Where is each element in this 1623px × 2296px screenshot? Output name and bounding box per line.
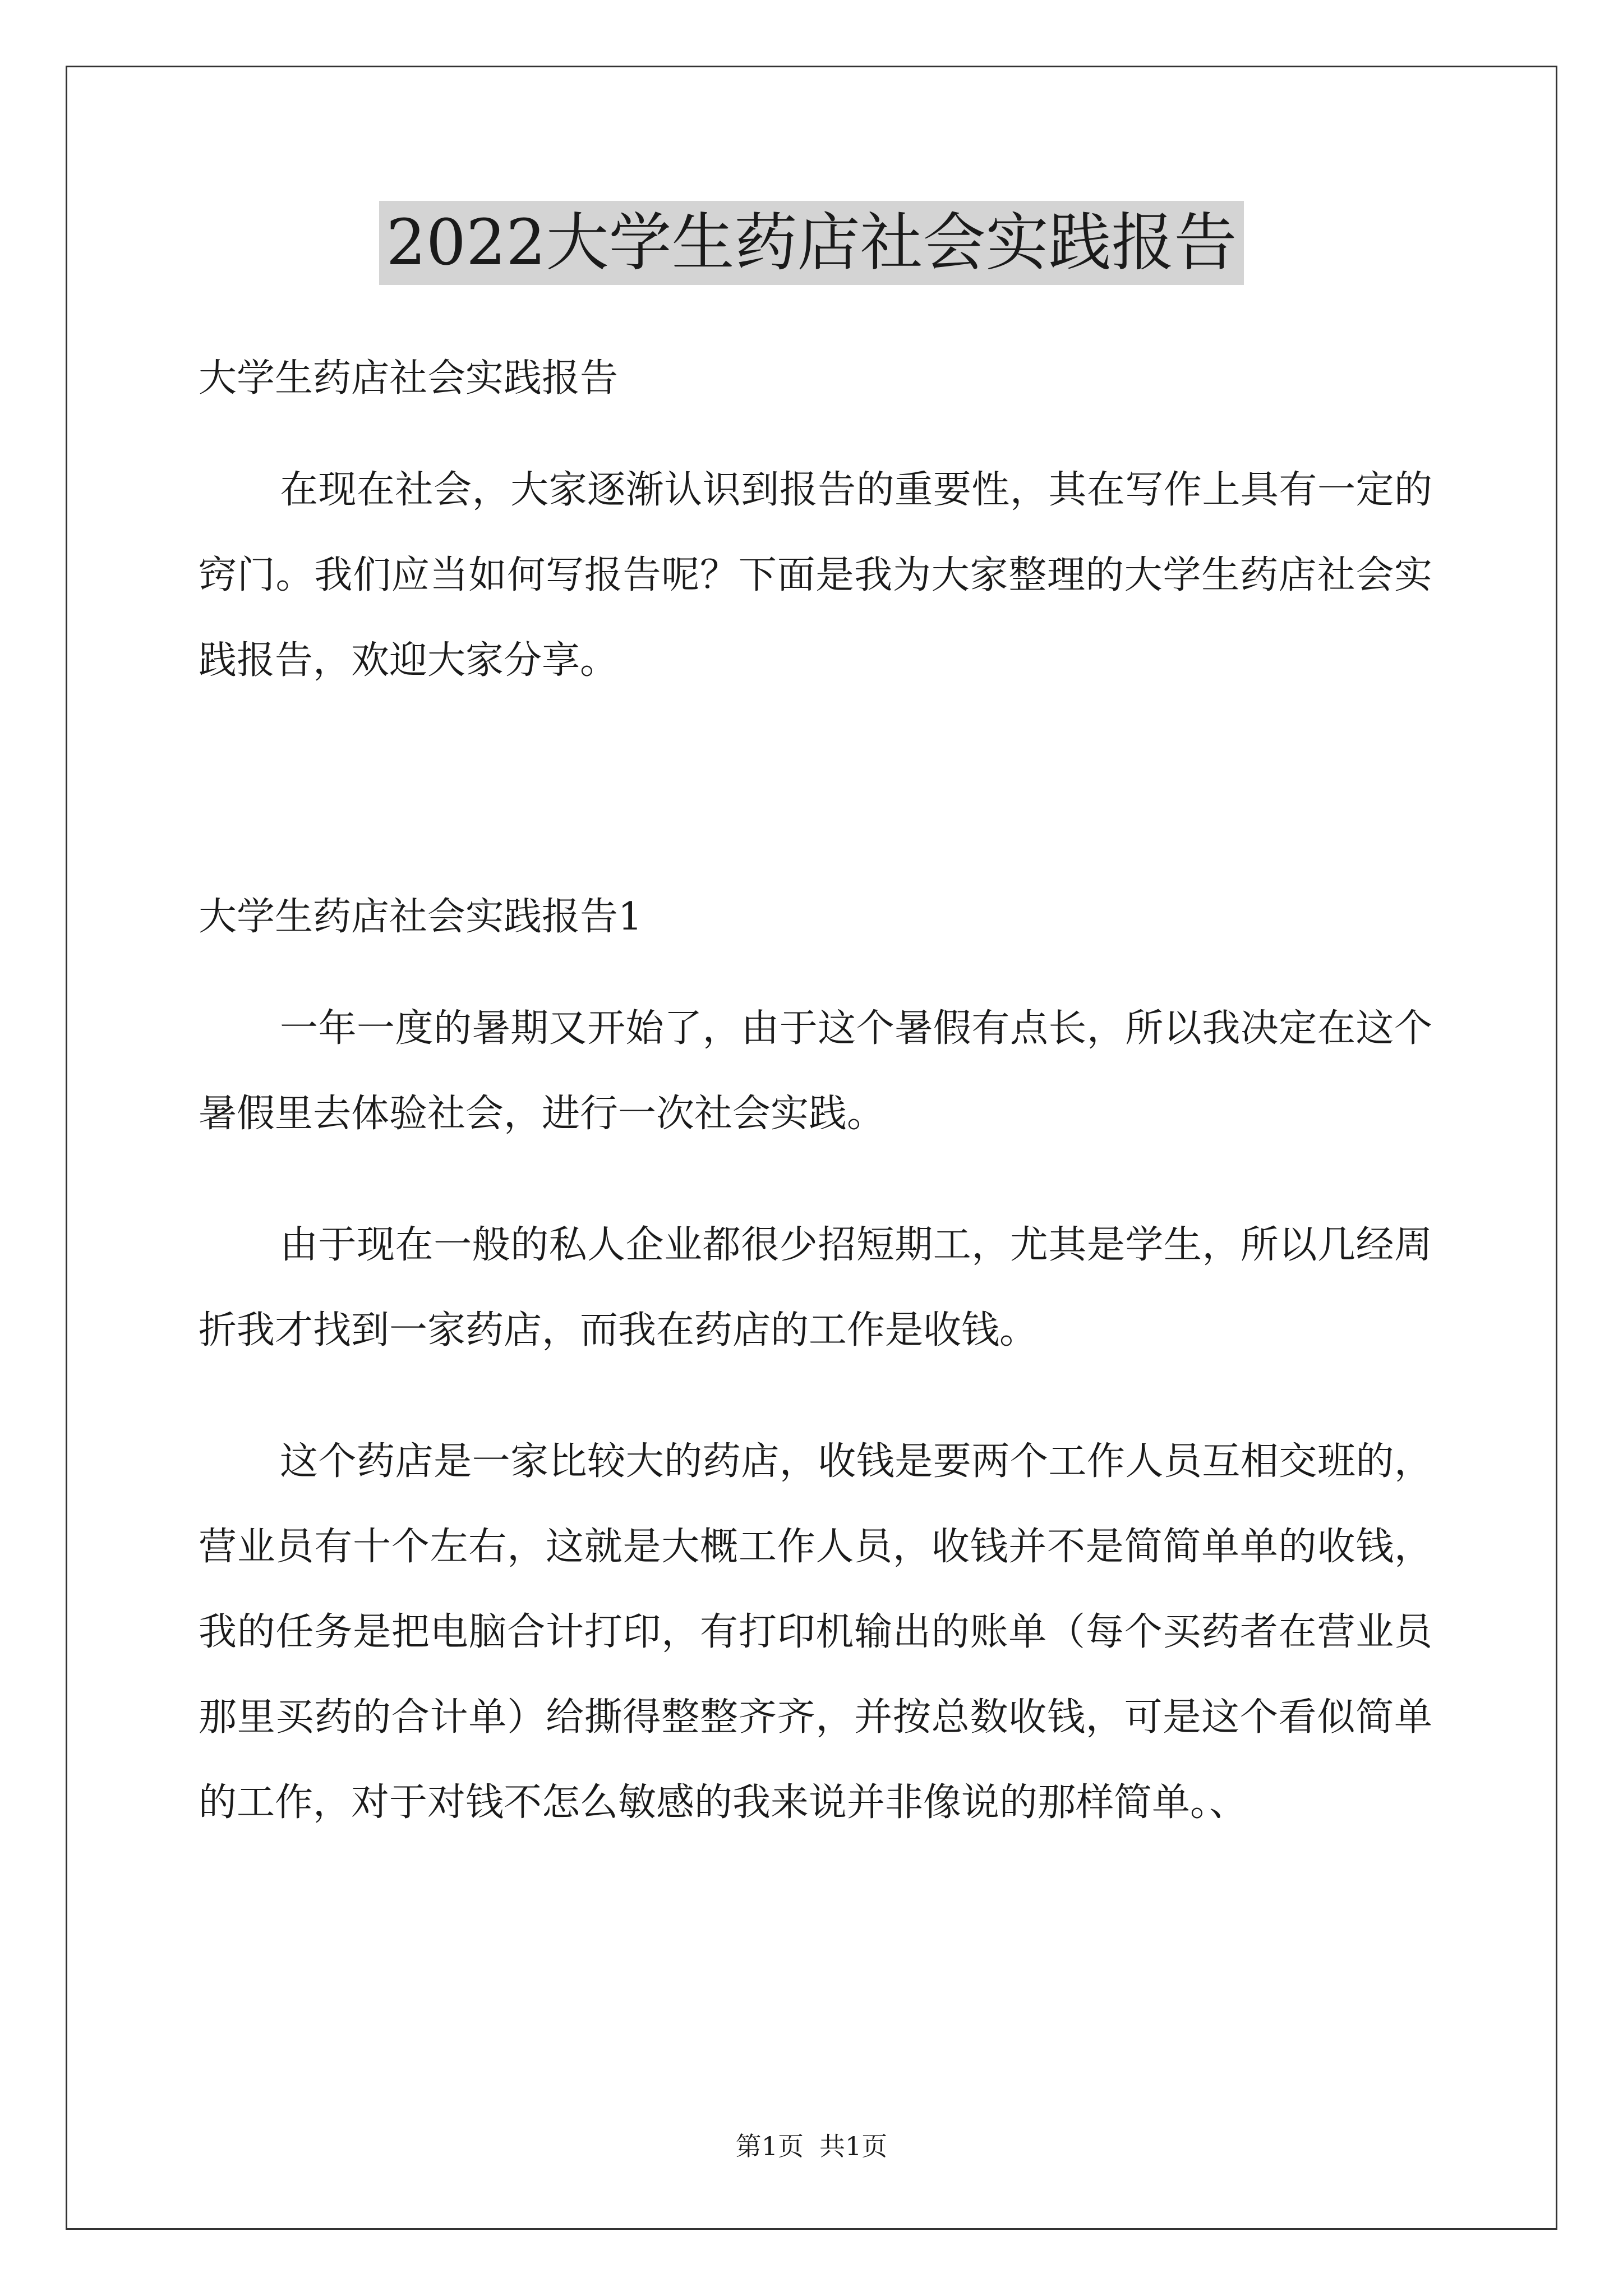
body-paragraph-3: 这个药店是一家比较大的药店，收钱是要两个工作人员互相交班的，营业员有十个左右，这就是大概工作人员，收钱并不是简简单单的收钱，我的任务是把电脑合计打印，有打印机输出的账单（每个买药者在营业员那里买药的合计单）给撕得整整齐齐，并按总数收钱，可是这个看似简单的工作，对于对钱不怎么敏感的我来说并非像说的那样简单。、 bbox=[199, 1439, 1432, 1825]
title-container bbox=[0, 201, 1623, 285]
document-title: 2022大学生药店社会实践报告 bbox=[379, 201, 1243, 285]
intro-paragraph: 在现在社会，大家逐渐认识到报告的重要性，其在写作上具有一定的窍门。我们应当如何写报告呢？下面是我为大家整理的大学生药店社会实践报告，欢迎大家分享。 bbox=[199, 468, 1432, 683]
body-paragraph-2: 由于现在一般的私人企业都很少招短期工，尤其是学生，所以几经周折我才找到一家药店，而我在药店的工作是收钱。 bbox=[199, 1223, 1432, 1352]
page-number: 第1页 bbox=[735, 2131, 804, 2161]
document-subtitle: 大学生药店社会实践报告 bbox=[199, 356, 619, 401]
page-footer bbox=[0, 2129, 1623, 2163]
section-heading: 大学生药店社会实践报告1 bbox=[199, 895, 643, 939]
page-total: 共1页 bbox=[819, 2131, 888, 2161]
body-paragraph-1: 一年一度的暑期又开始了，由于这个暑假有点长，所以我决定在这个暑假里去体验社会，进行一次社会实践。 bbox=[199, 1006, 1432, 1136]
